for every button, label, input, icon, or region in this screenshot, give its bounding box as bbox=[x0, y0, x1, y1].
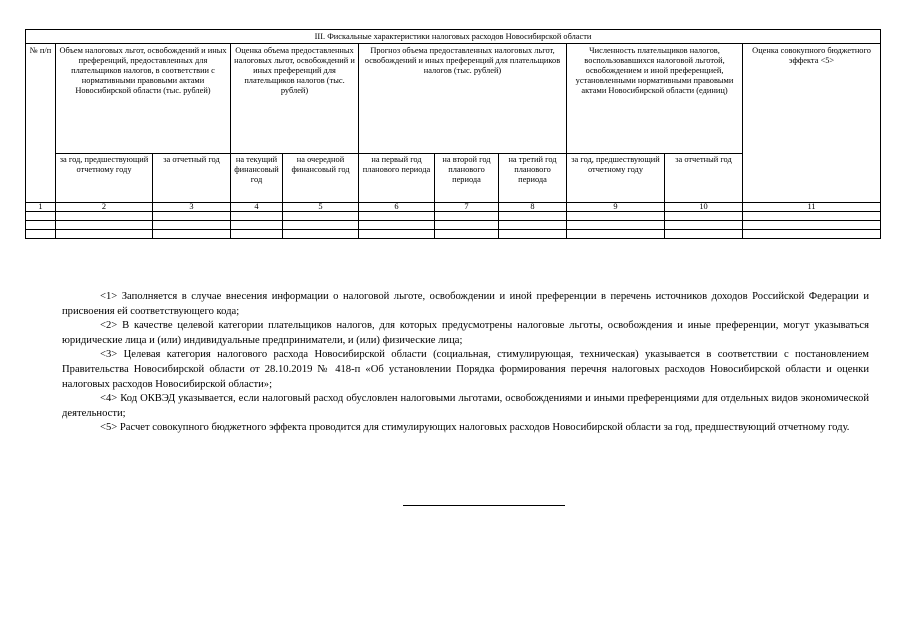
empty-table-row bbox=[26, 230, 881, 239]
subheader-estimate-current-year: на текущий финансовый год bbox=[231, 154, 283, 203]
empty-cell bbox=[153, 221, 231, 230]
empty-cell bbox=[153, 212, 231, 221]
empty-cell bbox=[283, 212, 359, 221]
subheader-estimate-next-year: на очередной финансовый год bbox=[283, 154, 359, 203]
column-number: 6 bbox=[359, 203, 435, 212]
footnote-3: <3> Целевая категория налогового расхода Новосибирской области (социальная, стимулирующая, техническая) указывается в соответствии с постановлением Правительства Новосибирской области от 28.10.2019 № 418-п «Об установлении Порядка формирования перечня налоговых расходов Новосибирской области и оценки налоговых расходов Новосибирской области»; bbox=[62, 349, 869, 390]
empty-cell bbox=[743, 212, 881, 221]
empty-cell bbox=[26, 212, 56, 221]
empty-cell bbox=[499, 221, 567, 230]
table-title: III. Фискальные характеристики налоговых расходов Новосибирской области bbox=[26, 30, 881, 44]
empty-cell bbox=[743, 221, 881, 230]
empty-cell bbox=[56, 221, 153, 230]
column-number: 2 bbox=[56, 203, 153, 212]
subheader-volume-report-year: за отчетный год bbox=[153, 154, 231, 203]
footnote-5: <5> Расчет совокупного бюджетного эффекта проводится для стимулирующих налоговых расходов Новосибирской области за год, предшествующий отчетному году. bbox=[100, 422, 850, 434]
column-number: 3 bbox=[153, 203, 231, 212]
empty-cell bbox=[567, 212, 665, 221]
column-number: 9 bbox=[567, 203, 665, 212]
footnote-2: <2> В качестве целевой категории плательщиков налогов, для которых предусмотрены налоговые льготы, освобождения и иные преференции, могут указываться юридические лица и (или) индивидуальные предприниматели, и (или) физические лица; bbox=[62, 320, 869, 346]
empty-cell bbox=[231, 221, 283, 230]
fiscal-characteristics-table bbox=[25, 29, 881, 239]
empty-table-row bbox=[26, 221, 881, 230]
empty-cell bbox=[743, 230, 881, 239]
column-numbers-row bbox=[26, 203, 881, 212]
column-number: 10 bbox=[665, 203, 743, 212]
subheader-volume-previous-year: за год, предшествующий отчетному году bbox=[56, 154, 153, 203]
column-number: 8 bbox=[499, 203, 567, 212]
empty-cell bbox=[435, 230, 499, 239]
empty-cell bbox=[435, 221, 499, 230]
header-row-number: № п/п bbox=[26, 44, 56, 203]
empty-cell bbox=[283, 221, 359, 230]
footnotes bbox=[62, 290, 869, 436]
empty-cell bbox=[283, 230, 359, 239]
column-number: 11 bbox=[743, 203, 881, 212]
empty-cell bbox=[567, 221, 665, 230]
header-volume-forecast: Прогноз объема предоставленных налоговых льгот, освобождений и иных преференций для плательщиков налогов (тыс. рублей) bbox=[359, 44, 567, 154]
empty-cell bbox=[665, 221, 743, 230]
empty-cell bbox=[231, 212, 283, 221]
column-number: 1 bbox=[26, 203, 56, 212]
empty-cell bbox=[499, 212, 567, 221]
empty-cell bbox=[26, 230, 56, 239]
empty-table-row bbox=[26, 212, 881, 221]
header-benefits-volume: Объем налоговых льгот, освобождений и иных преференций, предоставленных для плательщиков налогов, в соответствии с нормативными правовыми актами Новосибирской области (тыс. рублей) bbox=[56, 44, 231, 154]
column-number: 4 bbox=[231, 203, 283, 212]
header-budget-effect: Оценка совокупного бюджетного эффекта <5> bbox=[743, 44, 881, 203]
empty-cell bbox=[359, 221, 435, 230]
empty-cell bbox=[435, 212, 499, 221]
footnote-1: <1> Заполняется в случае внесения информации о налоговой льготе, освобождении и иной преференции в перечень источников доходов Российской Федерации и присвоения ей соответствующего кода; bbox=[62, 291, 869, 317]
empty-cell bbox=[567, 230, 665, 239]
empty-cell bbox=[231, 230, 283, 239]
closing-divider-line bbox=[403, 505, 565, 506]
empty-cell bbox=[26, 221, 56, 230]
header-volume-estimate: Оценка объема предоставленных налоговых льгот, освобождений и иных преференций для плательщиков налогов (тыс. рублей) bbox=[231, 44, 359, 154]
header-payers-count: Численность плательщиков налогов, воспользовавшихся налоговой льготой, освобождением и иной преференцией, установленными нормативными правовыми актами Новосибирской области (единиц) bbox=[567, 44, 743, 154]
empty-cell bbox=[665, 230, 743, 239]
empty-cell bbox=[359, 230, 435, 239]
column-number: 7 bbox=[435, 203, 499, 212]
subheader-count-report-year: за отчетный год bbox=[665, 154, 743, 203]
empty-cell bbox=[56, 212, 153, 221]
empty-cell bbox=[359, 212, 435, 221]
empty-cell bbox=[153, 230, 231, 239]
footnote-4: <4> Код ОКВЭД указывается, если налоговый расход обусловлен налоговыми льготами, освобождениями и иными преференциями для отдельных видов экономической деятельности; bbox=[62, 393, 869, 419]
column-number: 5 bbox=[283, 203, 359, 212]
subheader-forecast-second-year: на второй год планового периода bbox=[435, 154, 499, 203]
subheader-count-previous-year: за год, предшествующий отчетному году bbox=[567, 154, 665, 203]
empty-cell bbox=[665, 212, 743, 221]
subheader-forecast-first-year: на первый год планового периода bbox=[359, 154, 435, 203]
empty-cell bbox=[56, 230, 153, 239]
subheader-forecast-third-year: на третий год планового периода bbox=[499, 154, 567, 203]
empty-cell bbox=[499, 230, 567, 239]
